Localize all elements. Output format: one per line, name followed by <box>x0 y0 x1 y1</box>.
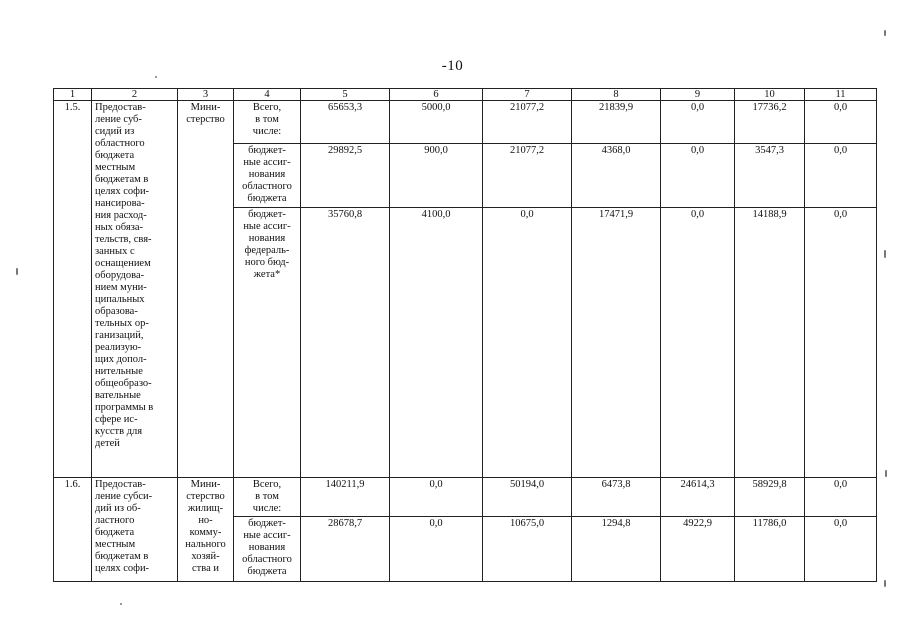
value-cell: 0,0 <box>805 208 877 478</box>
table-row <box>54 478 877 517</box>
value-cell: 0,0 <box>805 517 877 582</box>
value-cell: 17736,2 <box>735 101 805 144</box>
column-header: 3 <box>178 89 234 101</box>
value-cell: 3547,3 <box>735 144 805 208</box>
column-header: 7 <box>483 89 572 101</box>
value-cell: 11786,0 <box>735 517 805 582</box>
value-cell: 58929,8 <box>735 478 805 517</box>
column-header: 11 <box>805 89 877 101</box>
scan-speck <box>884 580 886 587</box>
value-cell: 21077,2 <box>483 144 572 208</box>
value-cell: 21839,9 <box>572 101 661 144</box>
column-header: 4 <box>234 89 301 101</box>
value-cell: 24614,3 <box>661 478 735 517</box>
scan-speck <box>155 76 157 78</box>
item-executor: Мини- стерство жилищ- но- комму- нального хозяй- ства и <box>178 478 234 582</box>
value-cell: 35760,8 <box>301 208 390 478</box>
value-cell: 0,0 <box>805 478 877 517</box>
value-cell: 65653,3 <box>301 101 390 144</box>
value-cell: 6473,8 <box>572 478 661 517</box>
table-row <box>54 101 877 144</box>
scan-speck <box>884 30 886 36</box>
value-cell: 0,0 <box>390 478 483 517</box>
column-header: 1 <box>54 89 92 101</box>
value-cell: 29892,5 <box>301 144 390 208</box>
funding-label: бюджет- ные ассиг- нования областного бюджета <box>234 144 301 208</box>
value-cell: 140211,9 <box>301 478 390 517</box>
column-header: 2 <box>92 89 178 101</box>
value-cell: 0,0 <box>483 208 572 478</box>
value-cell: 10675,0 <box>483 517 572 582</box>
budget-table <box>53 88 877 582</box>
value-cell: 1294,8 <box>572 517 661 582</box>
value-cell: 0,0 <box>661 101 735 144</box>
column-header: 6 <box>390 89 483 101</box>
item-description: Предостав- ление субси- дий из об- ластного бюджета местным бюджетам в целях софи- <box>92 478 178 582</box>
item-number: 1.6. <box>54 478 92 582</box>
column-header: 8 <box>572 89 661 101</box>
funding-label: Всего, в том числе: <box>234 101 301 144</box>
scan-speck <box>16 268 18 275</box>
column-header-row <box>54 89 877 101</box>
value-cell: 50194,0 <box>483 478 572 517</box>
value-cell: 0,0 <box>661 208 735 478</box>
value-cell: 0,0 <box>661 144 735 208</box>
column-header: 10 <box>735 89 805 101</box>
column-header: 9 <box>661 89 735 101</box>
item-description: Предостав- ление суб- сидий из областного бюджета местным бюджетам в целях софи- нансирова- ния расход- ных обяза- тельств, свя- занных с оснащением оборудова- нием муни- ципальных образова- тельных ор- ганизаций, реализую- щих допол- нительные общеобразо- вательные программы в сфере ис- кусств для детей <box>92 101 178 478</box>
scan-speck <box>884 250 886 258</box>
item-number: 1.5. <box>54 101 92 478</box>
value-cell: 900,0 <box>390 144 483 208</box>
column-header: 5 <box>301 89 390 101</box>
page-number: -10 <box>441 58 464 74</box>
value-cell: 5000,0 <box>390 101 483 144</box>
funding-label: Всего, в том числе: <box>234 478 301 517</box>
funding-label: бюджет- ные ассиг- нования федераль- ного бюд- жета* <box>234 208 301 478</box>
value-cell: 4922,9 <box>661 517 735 582</box>
value-cell: 21077,2 <box>483 101 572 144</box>
value-cell: 14188,9 <box>735 208 805 478</box>
scan-speck <box>885 470 887 477</box>
value-cell: 17471,9 <box>572 208 661 478</box>
value-cell: 0,0 <box>805 144 877 208</box>
value-cell: 0,0 <box>805 101 877 144</box>
value-cell: 28678,7 <box>301 517 390 582</box>
value-cell: 4100,0 <box>390 208 483 478</box>
scan-speck <box>120 603 122 605</box>
funding-label: бюджет- ные ассиг- нования областного бюджета <box>234 517 301 582</box>
item-executor: Мини- стерство <box>178 101 234 478</box>
value-cell: 0,0 <box>390 517 483 582</box>
value-cell: 4368,0 <box>572 144 661 208</box>
